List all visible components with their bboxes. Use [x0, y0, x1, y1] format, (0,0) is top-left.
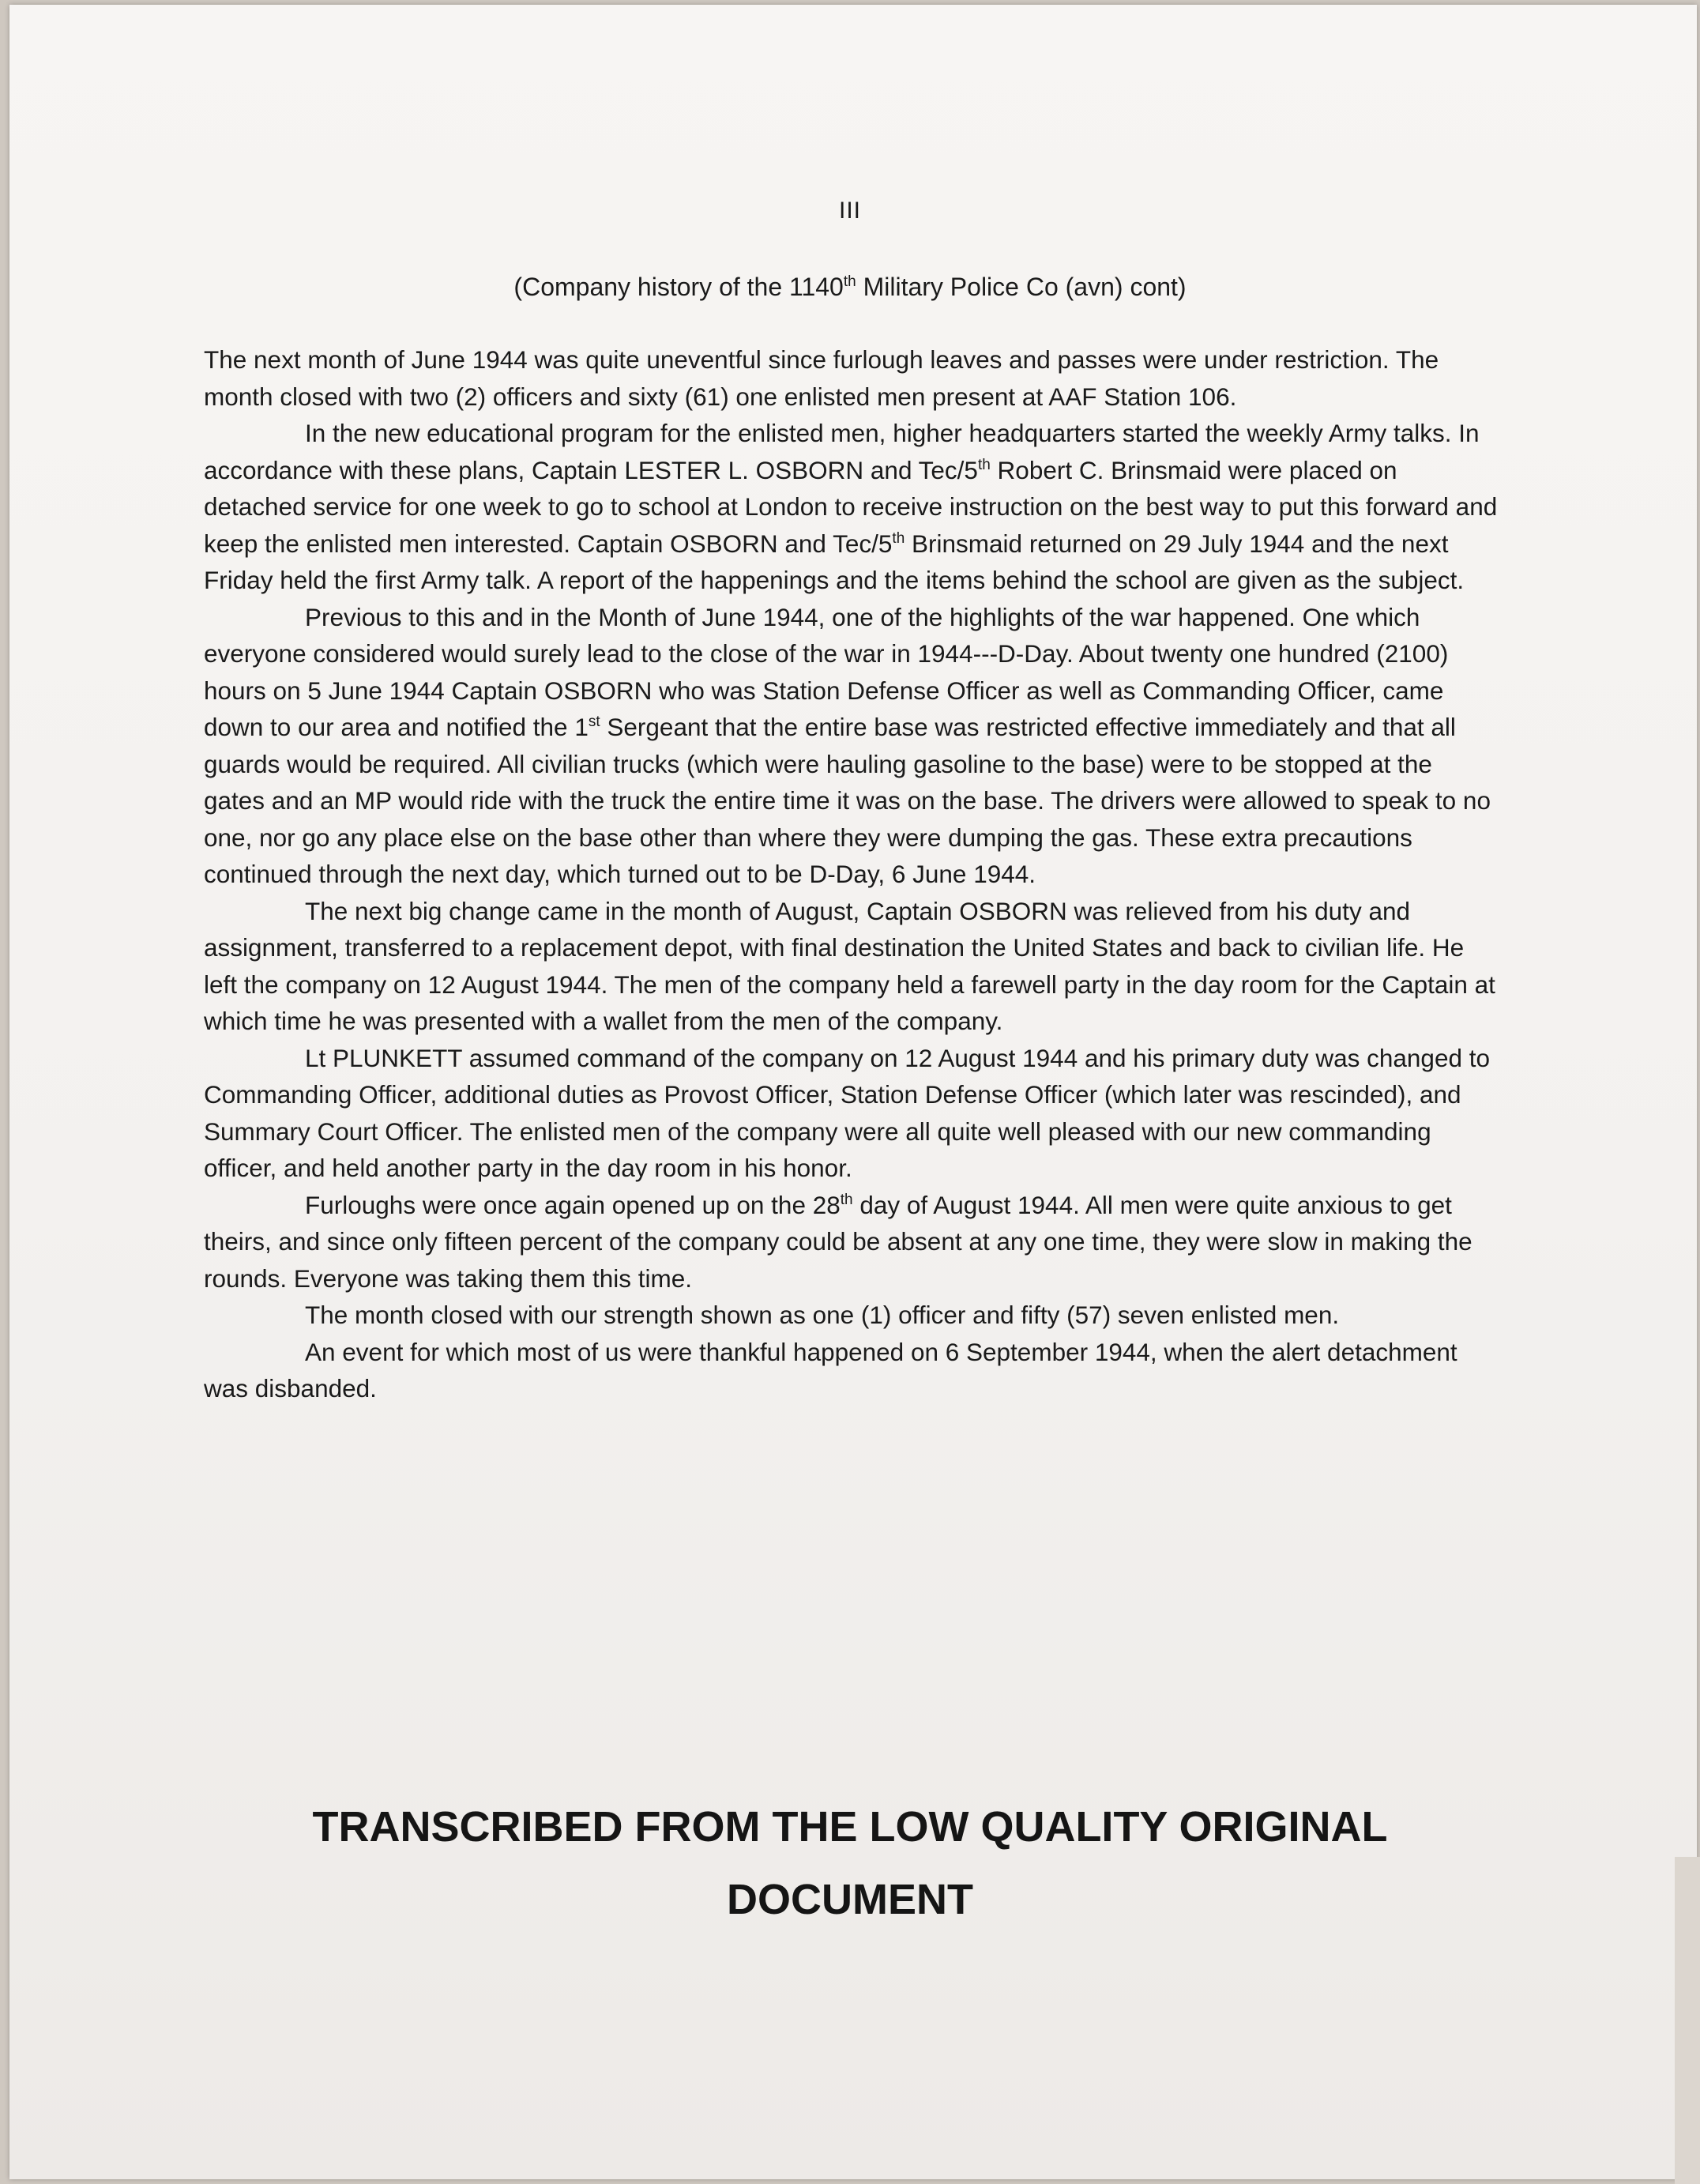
- superscript: th: [892, 529, 905, 547]
- paragraph-army-talks: [204, 415, 1499, 599]
- paragraph-text: The month closed with our strength shown as one (1) officer and fifty (57) seven enlisted men.: [305, 1301, 1340, 1329]
- paragraph-text: Lt PLUNKETT assumed command of the company on 12 August 1944 and his primary duty was changed to Commanding Officer, additional duties as Provost Officer, Station Defense Officer (which later was rescinded), and Summary Court Officer. The enlisted men of the company were all quite well pleased with our new commanding officer, and held another party in the day room in his honor.: [204, 1043, 1491, 1182]
- document-heading: [0, 273, 1700, 302]
- paragraph-furloughs: [204, 1187, 1499, 1297]
- paragraph-text: Brinsmaid returned on 29 July 1944 and the next Friday held the first Army talk. A report of the happenings and the items behind the school are given as the subject.: [204, 529, 1465, 594]
- superscript: th: [977, 456, 991, 473]
- transcription-note-line-1: TRANSCRIBED FROM THE LOW QUALITY ORIGINAL: [312, 1803, 1388, 1851]
- superscript: th: [840, 1191, 853, 1208]
- paragraph-text: Robert C. Brinsmaid were placed on detached service for one week to go to school at London to receive instruction on the best way to put this forward and keep the enlisted men interested. Captain OSBORN and Tec/5: [204, 455, 1498, 558]
- paragraph-text: Furloughs were once again opened up on the 28: [305, 1190, 841, 1219]
- paragraph-text: The next big change came in the month of August, Captain OSBORN was relieved from his duty and assignment, transferred to a replacement depot, with final destination the United States and back to civilian life. He left the company on 12 August 1944. The men of the company held a farewell party in the day room for the Captain at which time he was presented with a wallet from the men of the company.: [204, 896, 1495, 1035]
- page-number: III: [838, 198, 861, 224]
- paragraph-text: day of August 1944. All men were quite anxious to get theirs, and since only fifteen percent of the company could be absent at any one time, they were slow in making the rounds. Everyone was taking them this time.: [204, 1190, 1472, 1293]
- paragraph-alert-disbanded: [204, 1334, 1499, 1407]
- paragraph-text: The next month of June 1944 was quite uneventful since furlough leaves and passes were under restriction. The month closed with two (2) officers and sixty (61) one enlisted men present at AAF Station 106.: [204, 345, 1439, 411]
- heading-text-start: (Company history of the 1140: [513, 273, 844, 301]
- paragraph-text: Sergeant that the entire base was restricted effective immediately and that all guards would be required. All civilian trucks (which were hauling gasoline to the base) were to be stopped at the gates and an MP would ride with the truck the entire time it was on the base. The drivers were allowed to speak to no one, nor go any place else on the base other than where they were dumping the gas. These extra precautions continued through the next day, which turned out to be D-Day, 6 June 1944.: [204, 713, 1491, 888]
- paragraph-text: An event for which most of us were thankful happened on 6 September 1944, when the alert detachment was disbanded.: [204, 1337, 1457, 1403]
- body-text: [204, 341, 1499, 1407]
- heading-superscript: th: [843, 273, 856, 290]
- heading-text-end: Military Police Co (avn) cont): [856, 273, 1187, 301]
- paragraph-plunkett-command: [204, 1040, 1499, 1187]
- paragraph-month-strength: [204, 1297, 1499, 1334]
- paragraph-june-summary: [204, 341, 1499, 415]
- paragraph-august-change: [204, 893, 1499, 1040]
- paragraph-d-day: [204, 599, 1499, 893]
- paragraph-text: In the new educational program for the enlisted men, higher headquarters started the weekly Army talks. In accordance with these plans, Captain LESTER L. OSBORN and Tec/5: [204, 419, 1480, 484]
- paragraph-text: Previous to this and in the Month of June 1944, one of the highlights of the war happened. One which everyone considered would surely lead to the close of the war in 1944---D-Day. About twenty one hundred (2100) hours on 5 June 1944 Captain OSBORN who was Station Defense Officer as well as Commanding Officer, came down to our area and notified the 1: [204, 602, 1449, 741]
- transcription-note-line-2: DOCUMENT: [727, 1876, 973, 1923]
- transcription-note: [0, 1791, 1700, 1936]
- superscript: st: [588, 714, 600, 730]
